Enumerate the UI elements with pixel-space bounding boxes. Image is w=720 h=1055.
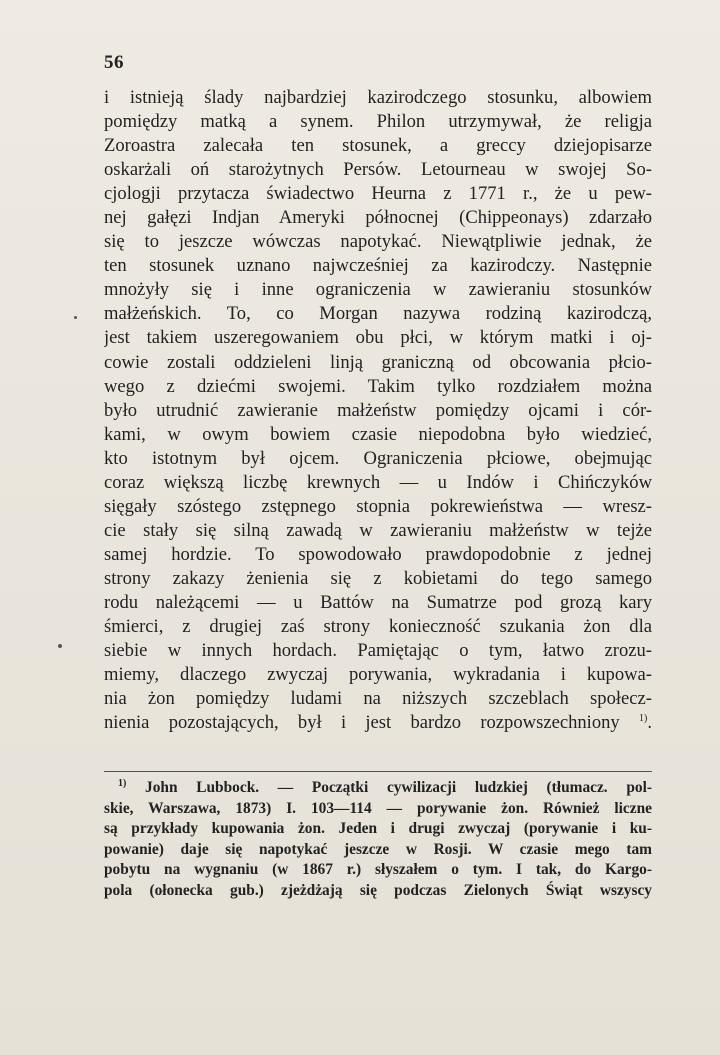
body-line-last: nienia pozostających, był i jest bardzo rozpowszechniony $^{1)}$. [104,712,652,734]
body-line: coraz większą liczbę krewnych — u Indów i Chińczyków [104,471,652,493]
body-line: cie stały się silną zawadą w zawieraniu małżeństw w tejże [104,519,652,541]
footnote-line: skie, Warszawa, 1873) I. 103—114 — porywanie żon. Również liczne [104,799,652,817]
body-line-text: nienia pozostających, był i jest bardzo rozpowszechniony [104,712,620,734]
footnote-line: powanie) daje się napotykać jeszcze w Rosji. W czasie mego tam [104,840,652,858]
footnote-line-first [104,778,652,799]
body-line: cowie zostali oddzieleni linją graniczną od obcowania płcio- [104,351,652,373]
body-line: wego z dziećmi swojemi. Takim tylko rozdziałem można [104,375,652,397]
body-line: i istnieją ślady najbardziej kazirodczego stosunku, albowiem [104,87,652,108]
body-line: nej gałęzi Indjan Ameryki północnej (Chippeonays) zdarzało [104,207,652,229]
body-line: ten stosunek uznano najwcześniej za kazirodczy. Następnie [104,255,652,277]
body-text [104,86,652,735]
margin-mark [74,316,77,319]
body-line: było utrudnić zawieranie małżeństw pomiędzy ojcami i cór- [104,399,652,421]
body-line: samej hordzie. To spowodowało prawdopodobnie z jednej [104,543,652,565]
body-line: siebie w innych hordach. Pamiętając o tym, łatwo zrozu- [104,640,652,662]
body-line: śmierci, z drugiej zaś strony konieczność szukania żon dla [104,616,652,638]
body-line: Zoroastra zalecała ten stosunek, a greccy dziejopisarze [104,135,652,157]
body-line: się to jeszcze wówczas napotykać. Niewątpliwie jednak, że [104,231,652,253]
body-line: rodu należącemi — u Battów na Sumatrze pod grozą kary [104,591,652,613]
body-line: miemy, dlaczego zwyczaj porywania, wykradania i kupowa- [104,664,652,686]
footnote-line: są przykłady kupowania żon. Jeden i drugi zwyczaj (porywanie i ku- [104,820,652,838]
margin-mark [58,644,62,648]
body-line: cjologji przytacza świadectwo Heurna z 1771 r., że u pew- [104,183,652,205]
body-line: małżeńskich. To, co Morgan nazywa rodziną kazirodczą, [104,303,652,325]
page-number: 56 [104,52,124,73]
footnote-reference[interactable]: 1) [639,713,648,725]
footnote-line-text: John Lubbock. — Początki cywilizacji ludzkiej (tłumacz. pol- [145,779,652,796]
body-line: kto istotnym był ojcem. Ograniczenia płciowe, obejmując [104,447,652,469]
footnote-line: pola (ołonecka gub.) zjeżdżają się podczas Zielonych Świąt wszyscy [104,881,652,899]
body-line: strony zakazy żenienia się z kobietami do tego samego [104,567,652,589]
footnote-divider [104,771,652,772]
footnotes [104,778,652,902]
body-line: mnożyły się i inne ograniczenia w zawieraniu stosunków [104,279,652,301]
body-line: kami, w owym bowiem czasie niepodobna było wiedzieć, [104,423,652,445]
body-line: oskarżali oń starożytnych Persów. Letourneau w swojej So- [104,159,652,181]
body-line: sięgały szóstego zstępnego stopnia pokrewieństwa — wresz- [104,495,652,517]
body-line: pomiędzy matką a synem. Philon utrzymywał, że religja [104,111,652,133]
body-line: jest takiem uszeregowaniem obu płci, w którym matki i oj- [104,327,652,349]
footnote-line: pobytu na wygnaniu (w 1867 r.) słyszałem o tym. I tak, do Kargo- [104,861,652,879]
footnote-marker: 1) [118,778,127,789]
body-line: nia żon pomiędzy ludami na niższych szczeblach społecz- [104,688,652,710]
